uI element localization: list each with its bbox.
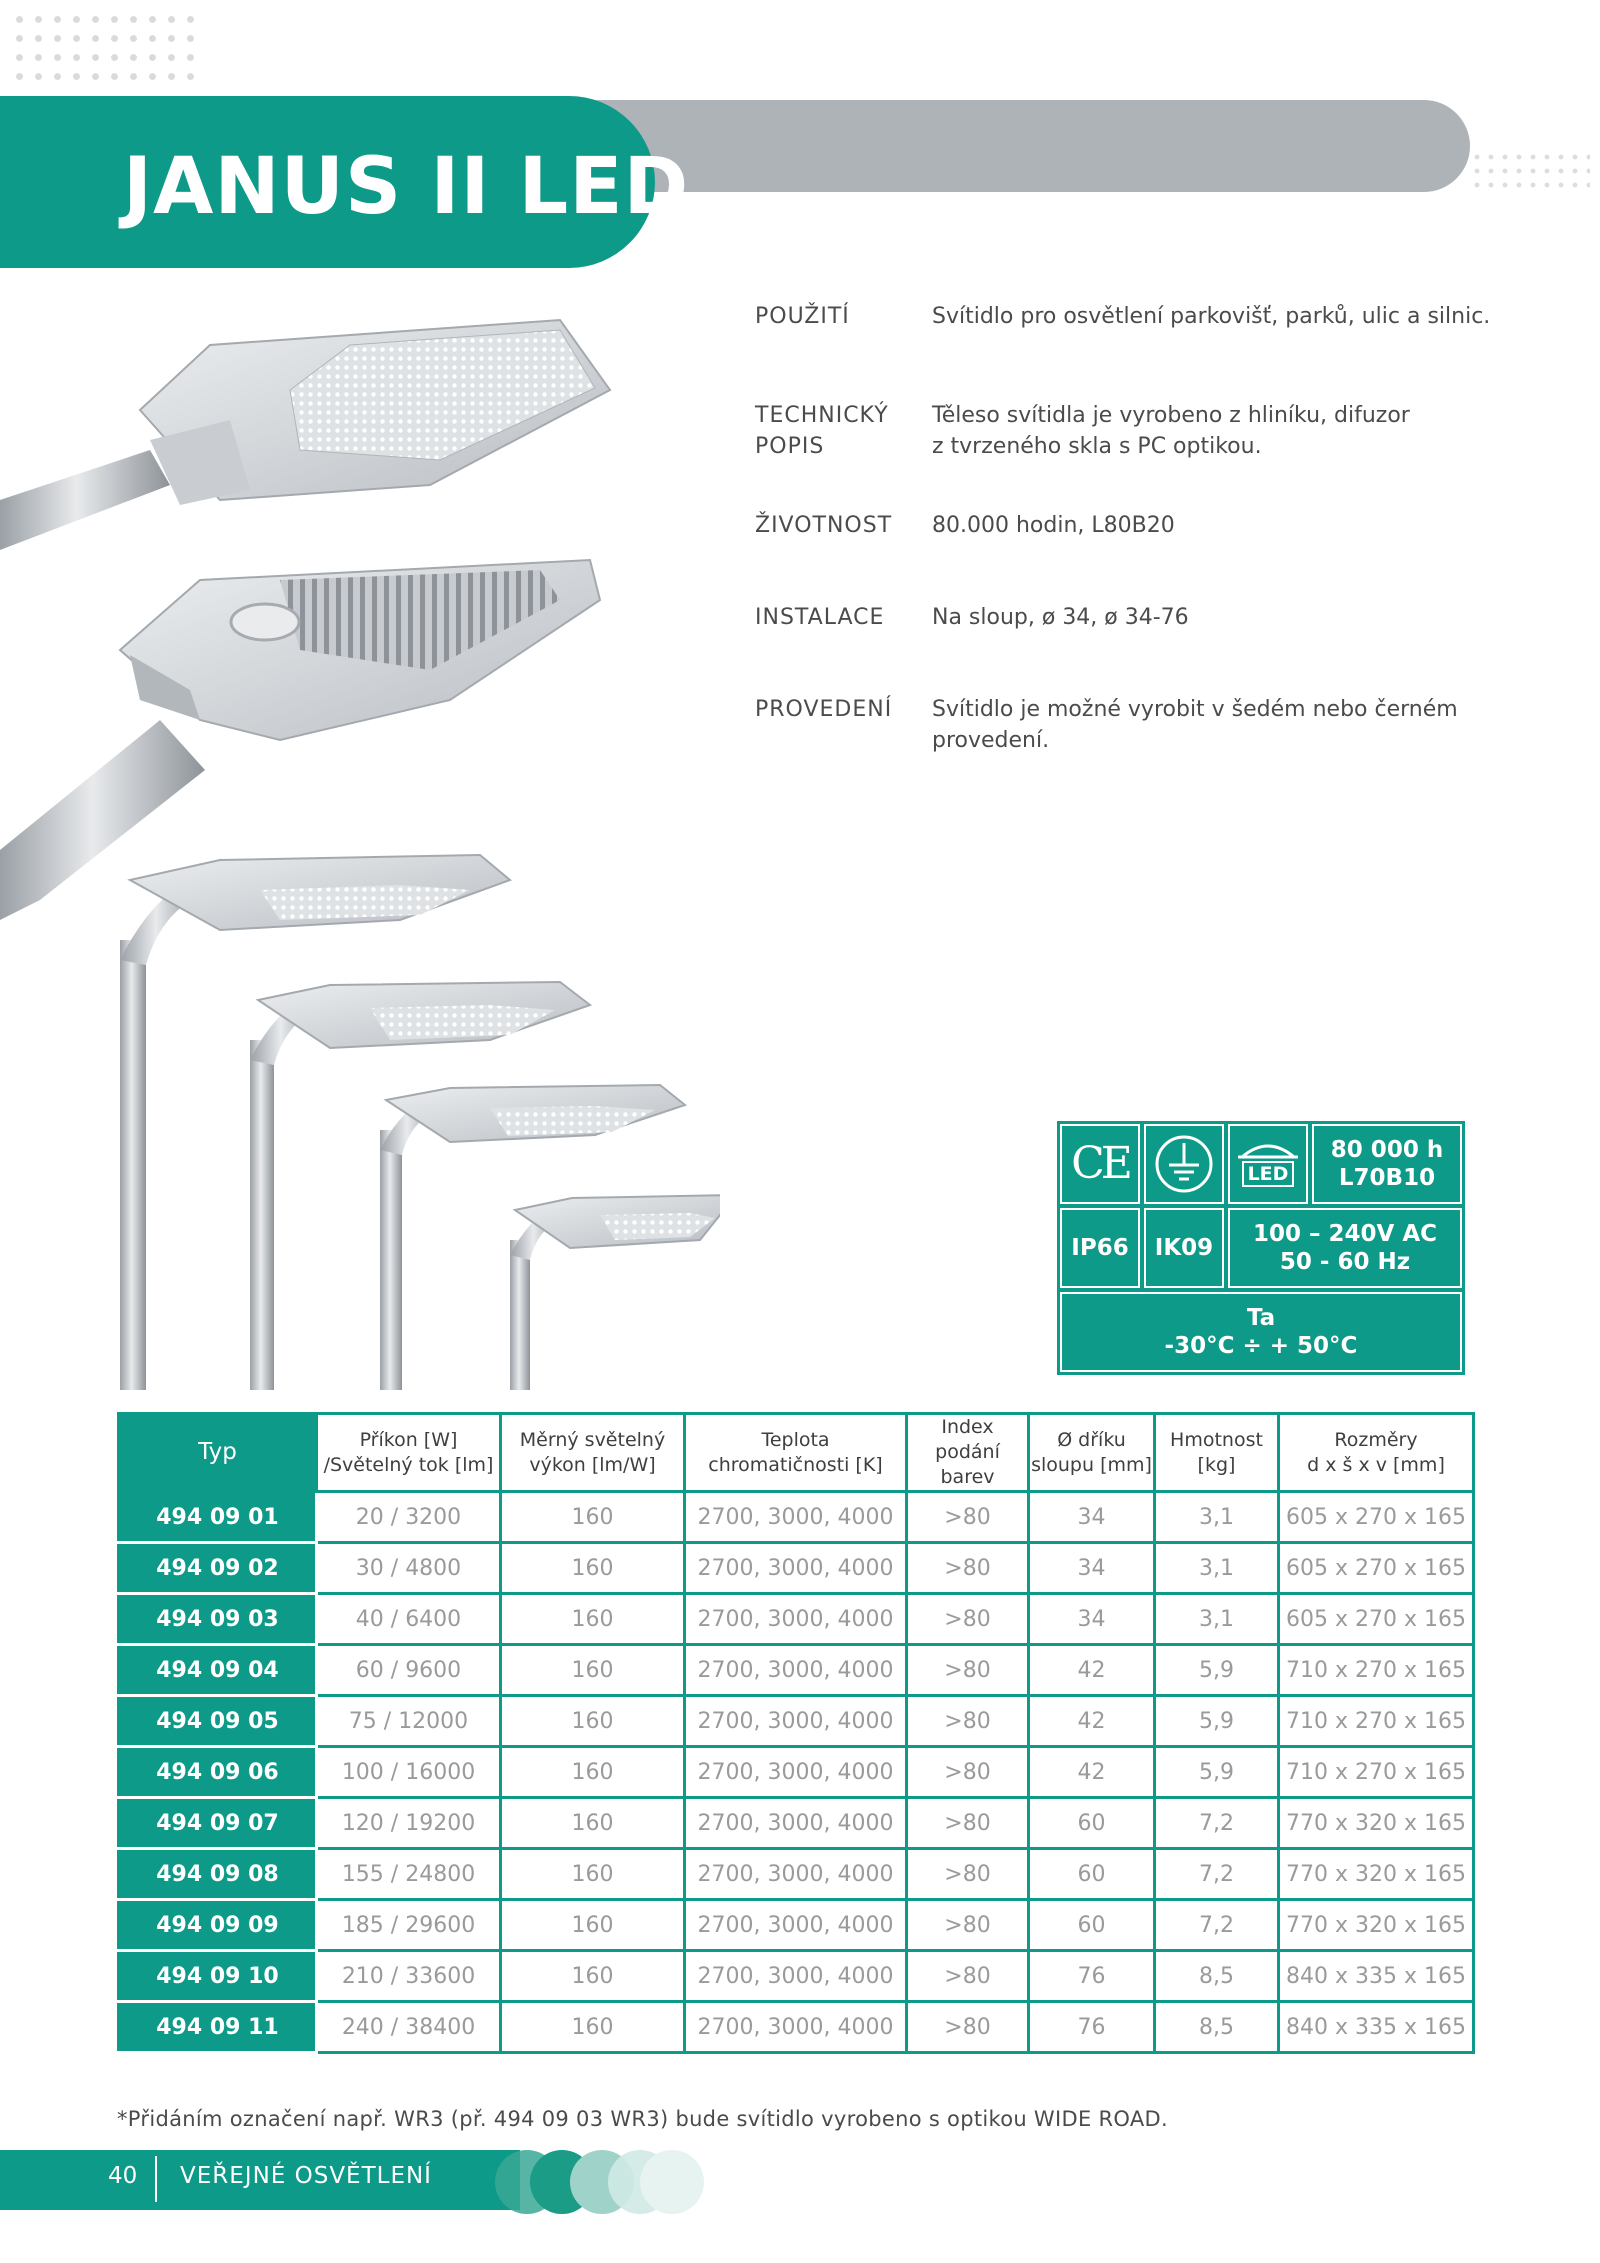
column-header: Měrný světelný výkon [lm/W]: [501, 1414, 685, 1492]
table-cell: >80: [907, 1798, 1029, 1849]
table-cell: 8,5: [1155, 2002, 1279, 2053]
table-cell: 42: [1029, 1747, 1155, 1798]
table-cell: 60: [1029, 1798, 1155, 1849]
table-cell: 240 / 38400: [317, 2002, 501, 2053]
table-cell: 3,1: [1155, 1543, 1279, 1594]
table-cell: 160: [501, 1900, 685, 1951]
footer-divider: [155, 2156, 157, 2202]
table-cell: 34: [1029, 1543, 1155, 1594]
product-code-cell: 494 09 09: [119, 1900, 317, 1951]
table-row: [119, 1645, 1474, 1696]
table-cell: 76: [1029, 1951, 1155, 2002]
table-cell: 710 x 270 x 165: [1279, 1747, 1474, 1798]
table-cell: 160: [501, 1492, 685, 1543]
table-cell: 40 / 6400: [317, 1594, 501, 1645]
product-code-cell: 494 09 04: [119, 1645, 317, 1696]
table-cell: >80: [907, 1645, 1029, 1696]
product-code-cell: 494 09 01: [119, 1492, 317, 1543]
table-cell: 770 x 320 x 165: [1279, 1900, 1474, 1951]
table-cell: 605 x 270 x 165: [1279, 1543, 1474, 1594]
table-cell: 2700, 3000, 4000: [685, 1594, 907, 1645]
table-row: [119, 2002, 1474, 2053]
table-cell: 160: [501, 2002, 685, 2053]
table-cell: 185 / 29600: [317, 1900, 501, 1951]
table-cell: >80: [907, 1747, 1029, 1798]
column-header: Hmotnost [kg]: [1155, 1414, 1279, 1492]
table-cell: 2700, 3000, 4000: [685, 1798, 907, 1849]
table-cell: 5,9: [1155, 1696, 1279, 1747]
led-label: LED: [1242, 1161, 1295, 1187]
table-row: [119, 1594, 1474, 1645]
decorative-circle: [640, 2150, 704, 2214]
table-cell: 3,1: [1155, 1594, 1279, 1645]
table-cell: 840 x 335 x 165: [1279, 1951, 1474, 2002]
table-cell: 76: [1029, 2002, 1155, 2053]
product-code-cell: 494 09 07: [119, 1798, 317, 1849]
product-code-cell: 494 09 03: [119, 1594, 317, 1645]
table-cell: 7,2: [1155, 1798, 1279, 1849]
table-cell: 710 x 270 x 165: [1279, 1696, 1474, 1747]
decorative-dot-grid-right: [1470, 150, 1590, 190]
table-cell: 770 x 320 x 165: [1279, 1798, 1474, 1849]
column-header: Příkon [W] /Světelný tok [lm]: [317, 1414, 501, 1492]
spec-value: Těleso svítidla je vyrobeno z hliníku, difuzor z tvrzeného skla s PC optikou.: [932, 403, 1410, 459]
spec-label: PROVEDENÍ: [755, 697, 893, 722]
table-cell: 2700, 3000, 4000: [685, 1951, 907, 2002]
table-cell: 60 / 9600: [317, 1645, 501, 1696]
table-row: [119, 1747, 1474, 1798]
led-lamp-icon: [1238, 1141, 1298, 1159]
luminaire-underside: [0, 320, 610, 550]
table-cell: 210 / 33600: [317, 1951, 501, 2002]
table-row: [119, 1696, 1474, 1747]
table-cell: >80: [907, 1543, 1029, 1594]
table-cell: >80: [907, 1594, 1029, 1645]
table-cell: >80: [907, 1849, 1029, 1900]
table-cell: 3,1: [1155, 1492, 1279, 1543]
table-cell: 2700, 3000, 4000: [685, 1849, 907, 1900]
ik-rating-text: IK09: [1154, 1235, 1214, 1261]
table-cell: 770 x 320 x 165: [1279, 1849, 1474, 1900]
table-cell: 2700, 3000, 4000: [685, 2002, 907, 2053]
product-photo: [0, 300, 720, 1390]
table-cell: 120 / 19200: [317, 1798, 501, 1849]
column-header: Rozměry d x š x v [mm]: [1279, 1414, 1474, 1492]
product-table: [117, 1412, 1475, 2054]
table-cell: >80: [907, 1696, 1029, 1747]
table-cell: 20 / 3200: [317, 1492, 501, 1543]
table-cell: 2700, 3000, 4000: [685, 1492, 907, 1543]
column-header: Teplota chromatičnosti [K]: [685, 1414, 907, 1492]
table-cell: 160: [501, 1645, 685, 1696]
page-title: JANUS II LED: [123, 142, 690, 232]
table-cell: >80: [907, 1492, 1029, 1543]
product-code-cell: 494 09 08: [119, 1849, 317, 1900]
decorative-dot-grid: [10, 10, 200, 90]
table-row: [119, 1951, 1474, 2002]
table-cell: 710 x 270 x 165: [1279, 1645, 1474, 1696]
luminaire-row: [120, 855, 720, 1390]
voltage-badge: [1228, 1208, 1462, 1288]
earth-ground-icon: [1144, 1124, 1224, 1204]
table-cell: 75 / 12000: [317, 1696, 501, 1747]
table-cell: 160: [501, 1747, 685, 1798]
page-number: 40: [108, 2163, 138, 2189]
spec-value: Svítidlo pro osvětlení parkovišť, parků, ulic a silnic.: [932, 304, 1491, 329]
table-cell: 5,9: [1155, 1747, 1279, 1798]
lifetime-badge: [1312, 1124, 1462, 1204]
table-cell: 605 x 270 x 165: [1279, 1492, 1474, 1543]
table-cell: 42: [1029, 1645, 1155, 1696]
table-cell: 60: [1029, 1849, 1155, 1900]
product-code-cell: 494 09 11: [119, 2002, 317, 2053]
table-cell: >80: [907, 2002, 1029, 2053]
footnote: *Přidáním označení např. WR3 (př. 494 09 03 WR3) bude svítidlo vyrobeno s optikou WIDE ROAD.: [117, 2107, 1168, 2131]
ip-rating-text: IP66: [1071, 1235, 1129, 1261]
table-row: [119, 1492, 1474, 1543]
table-cell: 605 x 270 x 165: [1279, 1594, 1474, 1645]
table-cell: 2700, 3000, 4000: [685, 1645, 907, 1696]
table-header-row: [119, 1414, 1474, 1492]
spec-value: Na sloup, ø 34, ø 34-76: [932, 605, 1189, 630]
ce-mark-text: CE: [1071, 1138, 1129, 1189]
temperature-text: Ta -30°C ÷ + 50°C: [1164, 1305, 1358, 1359]
table-cell: >80: [907, 1951, 1029, 2002]
section-title: VEŘEJNÉ OSVĚTLENÍ: [180, 2163, 432, 2189]
table-cell: 8,5: [1155, 1951, 1279, 2002]
table-row: [119, 1798, 1474, 1849]
column-header: Ø dříku sloupu [mm]: [1029, 1414, 1155, 1492]
spec-label: TECHNICKÝ POPIS: [755, 403, 889, 459]
table-cell: 60: [1029, 1900, 1155, 1951]
spec-label: ŽIVOTNOST: [755, 513, 893, 538]
spec-value: Svítidlo je možné vyrobit v šedém nebo černém provedení.: [932, 697, 1458, 753]
table-cell: 160: [501, 1849, 685, 1900]
product-code-cell: 494 09 10: [119, 1951, 317, 2002]
table-cell: 160: [501, 1696, 685, 1747]
table-row: [119, 1849, 1474, 1900]
header-grey-bar: [560, 100, 1470, 192]
table-cell: 2700, 3000, 4000: [685, 1543, 907, 1594]
table-cell: 2700, 3000, 4000: [685, 1747, 907, 1798]
table-row: [119, 1900, 1474, 1951]
table-cell: 42: [1029, 1696, 1155, 1747]
table-cell: 7,2: [1155, 1900, 1279, 1951]
table-cell: 2700, 3000, 4000: [685, 1900, 907, 1951]
ip-rating-badge: [1060, 1208, 1140, 1288]
product-code-cell: 494 09 02: [119, 1543, 317, 1594]
ce-mark-icon: [1060, 1124, 1140, 1204]
table-cell: 155 / 24800: [317, 1849, 501, 1900]
table-cell: >80: [907, 1900, 1029, 1951]
table-cell: 160: [501, 1951, 685, 2002]
table-cell: 100 / 16000: [317, 1747, 501, 1798]
product-code-cell: 494 09 05: [119, 1696, 317, 1747]
temperature-badge: [1060, 1292, 1462, 1372]
spec-label: POUŽITÍ: [755, 304, 850, 329]
table-cell: 160: [501, 1798, 685, 1849]
product-code-cell: 494 09 06: [119, 1747, 317, 1798]
table-cell: 30 / 4800: [317, 1543, 501, 1594]
table-cell: 7,2: [1155, 1849, 1279, 1900]
column-header: Index podání barev: [907, 1414, 1029, 1492]
table-cell: 5,9: [1155, 1645, 1279, 1696]
led-icon: [1228, 1124, 1308, 1204]
ik-rating-badge: [1144, 1208, 1224, 1288]
table-cell: 2700, 3000, 4000: [685, 1696, 907, 1747]
table-cell: 34: [1029, 1594, 1155, 1645]
spec-label: INSTALACE: [755, 605, 885, 630]
column-header: Typ: [119, 1414, 317, 1492]
lifetime-text: 80 000 h L70B10: [1330, 1137, 1444, 1191]
table-cell: 840 x 335 x 165: [1279, 2002, 1474, 2053]
table-row: [119, 1543, 1474, 1594]
table-cell: 160: [501, 1594, 685, 1645]
table-cell: 160: [501, 1543, 685, 1594]
spec-value: 80.000 hodin, L80B20: [932, 513, 1175, 538]
voltage-text: 100 – 240V AC 50 - 60 Hz: [1252, 1221, 1438, 1275]
table-cell: 34: [1029, 1492, 1155, 1543]
